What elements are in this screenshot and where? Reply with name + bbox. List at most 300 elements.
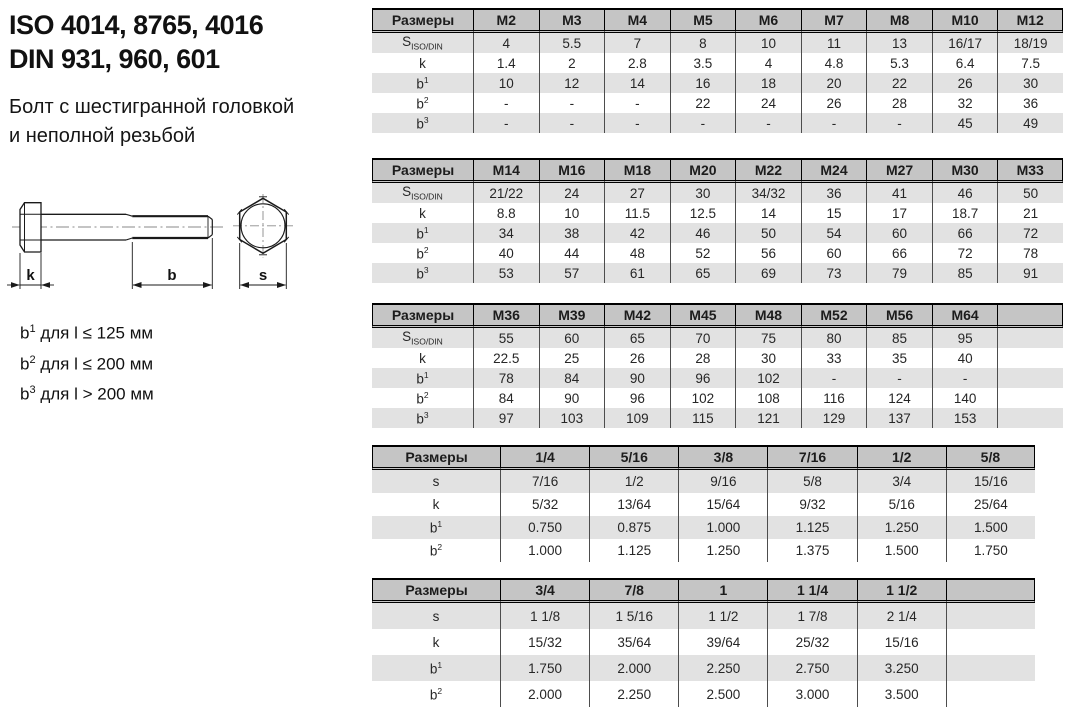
dimensions-table xyxy=(372,578,1035,707)
dimension-value-cell: 39/64 xyxy=(678,629,767,655)
dimension-value-cell: 1.500 xyxy=(857,539,946,562)
dimension-value-cell: 137 xyxy=(866,408,932,428)
dimension-value-cell: 0.750 xyxy=(500,516,589,539)
size-column-header: M30 xyxy=(932,158,998,183)
dimension-value-cell: 1 1/2 xyxy=(678,603,767,629)
table-row xyxy=(372,113,1063,133)
dimensions-table xyxy=(372,158,1063,283)
dimension-value-cell: 108 xyxy=(735,388,801,408)
dimension-value-cell: 21/22 xyxy=(473,183,539,203)
dimension-value-cell xyxy=(997,348,1063,368)
row-label-cell: k xyxy=(432,497,440,512)
dimension-value-cell: 6.4 xyxy=(932,53,998,73)
dimension-value-cell: 40 xyxy=(932,348,998,368)
size-column-header: 1 1/4 xyxy=(767,578,856,603)
dimensions-table xyxy=(372,303,1063,428)
dimension-value-cell: 75 xyxy=(735,328,801,348)
size-column-header: M14 xyxy=(473,158,539,183)
dimension-value-cell: 4 xyxy=(473,33,539,53)
dim-label-b: b xyxy=(167,267,177,284)
size-column-header: 7/16 xyxy=(767,445,856,470)
dimension-value-cell: 30 xyxy=(670,183,736,203)
size-column-header: M22 xyxy=(735,158,801,183)
dimension-value-cell: 4 xyxy=(735,53,801,73)
dimension-value-cell: 14 xyxy=(735,203,801,223)
size-column-header: M4 xyxy=(604,8,670,33)
dimension-value-cell: 85 xyxy=(866,328,932,348)
dimension-value-cell: 2.000 xyxy=(589,655,678,681)
table-row xyxy=(372,33,1063,53)
dimension-value-cell: 2.000 xyxy=(500,681,589,707)
dimension-value-cell: 30 xyxy=(735,348,801,368)
dimension-value-cell: 1.125 xyxy=(767,516,856,539)
dimension-value-cell: 1.250 xyxy=(678,539,767,562)
dimension-value-cell: 14 xyxy=(604,73,670,93)
dimension-value-cell: 84 xyxy=(473,388,539,408)
table-metric-m36-m64 xyxy=(372,303,1063,428)
dimension-value-cell: 2.250 xyxy=(589,681,678,707)
dim-label-s: s xyxy=(258,267,268,284)
dimension-value-cell: 4.8 xyxy=(801,53,867,73)
table-metric-m2-m12 xyxy=(372,8,1063,133)
dimension-value-cell: 1.4 xyxy=(473,53,539,73)
size-column-header: M20 xyxy=(670,158,736,183)
dimension-value-cell: 18 xyxy=(735,73,801,93)
dimension-value-cell: 60 xyxy=(801,243,867,263)
dimension-value-cell: 16 xyxy=(670,73,736,93)
table-row xyxy=(372,368,1063,388)
size-column-header: M33 xyxy=(997,158,1063,183)
dimension-value-cell: 1.000 xyxy=(678,516,767,539)
size-column-header: 7/8 xyxy=(589,578,678,603)
dimension-value-cell: 16/17 xyxy=(932,33,998,53)
dimension-value-cell: 17 xyxy=(866,203,932,223)
size-column-header: 3/8 xyxy=(678,445,767,470)
corner-header-cell: Размеры xyxy=(372,303,473,328)
dimension-value-cell: 15/64 xyxy=(678,493,767,516)
header-row xyxy=(372,303,1063,328)
row-label-cell: $b^1$ xyxy=(416,224,429,242)
dimension-value-cell: 24 xyxy=(539,183,605,203)
size-column-header: M39 xyxy=(539,303,605,328)
dimension-value-cell: 55 xyxy=(473,328,539,348)
table-row xyxy=(372,629,1035,655)
dimension-value-cell: 10 xyxy=(473,73,539,93)
table-row xyxy=(372,681,1035,707)
table-row xyxy=(372,263,1063,283)
size-column-header: 5/16 xyxy=(589,445,678,470)
dimension-value-cell: 54 xyxy=(801,223,867,243)
dimension-value-cell: 18/19 xyxy=(997,33,1063,53)
header-row xyxy=(372,445,1035,470)
dimension-value-cell: - xyxy=(473,93,539,113)
dimension-value-cell: - xyxy=(801,113,867,133)
table-row xyxy=(372,388,1063,408)
dimension-value-cell: 96 xyxy=(670,368,736,388)
dimension-value-cell: 1.750 xyxy=(946,539,1035,562)
size-column-header: 1 xyxy=(678,578,767,603)
table-row xyxy=(372,348,1063,368)
size-column-header: M36 xyxy=(473,303,539,328)
dimension-value-cell: 1.250 xyxy=(857,516,946,539)
dimension-value-cell: 72 xyxy=(932,243,998,263)
dimension-value-cell: 28 xyxy=(670,348,736,368)
dimension-value-cell: 66 xyxy=(932,223,998,243)
dimension-value-cell: - xyxy=(539,113,605,133)
row-label-cell: s xyxy=(432,608,440,624)
dimension-value-cell: 26 xyxy=(604,348,670,368)
dimension-value-cell: 1 7/8 xyxy=(767,603,856,629)
dimension-value-cell: 13/64 xyxy=(589,493,678,516)
dimension-value-cell: 22 xyxy=(670,93,736,113)
dimension-value-cell: 34/32 xyxy=(735,183,801,203)
dimension-value-cell: 2.750 xyxy=(767,655,856,681)
dimension-value-cell: 60 xyxy=(539,328,605,348)
dimension-value-cell: 60 xyxy=(866,223,932,243)
dimension-value-cell: - xyxy=(801,368,867,388)
size-column-header: 1 1/2 xyxy=(857,578,946,603)
dimension-value-cell: 1 1/8 xyxy=(500,603,589,629)
dimension-value-cell: 57 xyxy=(539,263,605,283)
table-row xyxy=(372,408,1063,428)
dimension-value-cell: 2.250 xyxy=(678,655,767,681)
dimension-value-cell: - xyxy=(604,93,670,113)
table-inch-quarter-to-fiveeighths xyxy=(372,445,1035,562)
corner-header-cell: Размеры xyxy=(372,445,500,470)
dimension-value-cell: 35 xyxy=(866,348,932,368)
dimension-value-cell: 12 xyxy=(539,73,605,93)
size-column-header: M48 xyxy=(735,303,801,328)
dimension-value-cell: 7/16 xyxy=(500,470,589,493)
iso-standards-line: ISO 4014, 8765, 4016 xyxy=(9,10,264,40)
dimension-value-cell: 15/32 xyxy=(500,629,589,655)
thread-runout-bottom xyxy=(126,238,132,240)
row-label-cell: $S_{ISO/DIN}$ xyxy=(402,34,443,52)
row-label-cell: s xyxy=(432,474,440,489)
dimension-value-cell: 61 xyxy=(604,263,670,283)
dimension-value-cell: 3.5 xyxy=(670,53,736,73)
dimension-value-cell: 13 xyxy=(866,33,932,53)
dimension-value-cell: - xyxy=(473,113,539,133)
size-column-header: 1/2 xyxy=(857,445,946,470)
dimension-value-cell: 140 xyxy=(932,388,998,408)
dimension-value-cell: 65 xyxy=(604,328,670,348)
dimension-value-cell: 116 xyxy=(801,388,867,408)
row-label-cell: $b^2$ xyxy=(416,389,429,407)
row-label-cell: $S_{ISO/DIN}$ xyxy=(402,184,443,202)
dimension-value-cell: 33 xyxy=(801,348,867,368)
dimension-value-cell: 22 xyxy=(866,73,932,93)
table-row xyxy=(372,93,1063,113)
dimension-value-cell xyxy=(997,388,1063,408)
dimension-value-cell: 26 xyxy=(801,93,867,113)
size-column-header: M18 xyxy=(604,158,670,183)
dimension-value-cell xyxy=(997,408,1063,428)
dimension-value-cell: 48 xyxy=(604,243,670,263)
dimension-value-cell xyxy=(946,681,1035,707)
dimension-value-cell: 91 xyxy=(997,263,1063,283)
dimension-value-cell: 96 xyxy=(604,388,670,408)
dimension-value-cell xyxy=(946,603,1035,629)
size-column-header: 3/4 xyxy=(500,578,589,603)
corner-header-cell: Размеры xyxy=(372,8,473,33)
row-label-cell: $b^1$ xyxy=(429,519,443,536)
product-description xyxy=(9,93,294,151)
dimension-value-cell: 2.8 xyxy=(604,53,670,73)
size-column-header xyxy=(997,303,1063,328)
dimension-value-cell: 1.500 xyxy=(946,516,1035,539)
dimension-value-cell: 25/32 xyxy=(767,629,856,655)
table-row xyxy=(372,73,1063,93)
dimension-value-cell: 36 xyxy=(801,183,867,203)
dimension-value-cell: - xyxy=(735,113,801,133)
size-column-header: M6 xyxy=(735,8,801,33)
dimension-value-cell: 70 xyxy=(670,328,736,348)
dimension-value-cell: 80 xyxy=(801,328,867,348)
row-label-cell: k xyxy=(419,205,426,221)
end-chamfer-top xyxy=(208,216,212,219)
dimension-value-cell: 102 xyxy=(735,368,801,388)
dimension-value-cell: 15 xyxy=(801,203,867,223)
dimension-value-cell: 50 xyxy=(997,183,1063,203)
footnote-line: $b^3$ для l > 200 мм xyxy=(20,384,154,404)
corner-header-cell: Размеры xyxy=(372,578,500,603)
size-column-header: M7 xyxy=(801,8,867,33)
dimension-value-cell: 79 xyxy=(866,263,932,283)
size-column-header: M2 xyxy=(473,8,539,33)
dimension-value-cell: 3.000 xyxy=(767,681,856,707)
dimension-value-cell: 153 xyxy=(932,408,998,428)
row-label-cell: $S_{ISO/DIN}$ xyxy=(402,329,443,347)
dimension-value-cell: 1.375 xyxy=(767,539,856,562)
dimension-value-cell: 45 xyxy=(932,113,998,133)
dimension-value-cell: 18.7 xyxy=(932,203,998,223)
table-row xyxy=(372,655,1035,681)
dimension-value-cell: 121 xyxy=(735,408,801,428)
dimension-value-cell: 66 xyxy=(866,243,932,263)
header-row xyxy=(372,8,1063,33)
dimension-value-cell: 34 xyxy=(473,223,539,243)
table-row xyxy=(372,203,1063,223)
dimension-value-cell: 5.3 xyxy=(866,53,932,73)
dimension-value-cell: - xyxy=(932,368,998,388)
dimension-value-cell: 8 xyxy=(670,33,736,53)
dimension-value-cell: 2 xyxy=(539,53,605,73)
size-column-header: M16 xyxy=(539,158,605,183)
size-column-header xyxy=(946,578,1035,603)
dimension-value-cell: - xyxy=(866,368,932,388)
size-column-header: M64 xyxy=(932,303,998,328)
dimension-value-cell: 22.5 xyxy=(473,348,539,368)
dimension-value-cell: 11.5 xyxy=(604,203,670,223)
size-column-header: M24 xyxy=(801,158,867,183)
header-row xyxy=(372,578,1035,603)
dimension-value-cell: - xyxy=(604,113,670,133)
dimension-value-cell: 1.125 xyxy=(589,539,678,562)
row-label-cell: $b^3$ xyxy=(416,409,429,427)
dimension-value-cell: 84 xyxy=(539,368,605,388)
dimension-value-cell: 72 xyxy=(997,223,1063,243)
dimension-value-cell: 15/16 xyxy=(946,470,1035,493)
dimension-value-cell: 7 xyxy=(604,33,670,53)
dimension-value-cell: 85 xyxy=(932,263,998,283)
dimension-value-cell: - xyxy=(670,113,736,133)
dimension-value-cell: 3.250 xyxy=(857,655,946,681)
table-row xyxy=(372,53,1063,73)
dimension-value-cell: 1.750 xyxy=(500,655,589,681)
row-label-cell: $b^1$ xyxy=(429,659,443,677)
table-row xyxy=(372,328,1063,348)
dimension-value-cell: 90 xyxy=(604,368,670,388)
dimension-value-cell: 103 xyxy=(539,408,605,428)
description-line-1: Болт с шестигранной головкой xyxy=(9,96,295,118)
dimension-value-cell xyxy=(997,328,1063,348)
dimension-value-cell: 25/64 xyxy=(946,493,1035,516)
dimension-value-cell: 53 xyxy=(473,263,539,283)
bolt-head-outline xyxy=(20,203,41,252)
row-label-cell: k xyxy=(432,634,440,650)
dim-label-k: k xyxy=(26,267,35,284)
size-column-header: M42 xyxy=(604,303,670,328)
dimension-value-cell: 46 xyxy=(670,223,736,243)
dimension-value-cell: 2 1/4 xyxy=(857,603,946,629)
bolt-technical-drawing xyxy=(5,185,335,303)
dimension-value-cell: 50 xyxy=(735,223,801,243)
table-row xyxy=(372,539,1035,562)
size-column-header: M45 xyxy=(670,303,736,328)
size-column-header: M56 xyxy=(866,303,932,328)
row-label-cell: $b^1$ xyxy=(416,369,429,387)
dimension-value-cell: 56 xyxy=(735,243,801,263)
dimension-value-cell: 25 xyxy=(539,348,605,368)
dimension-value-cell: 46 xyxy=(932,183,998,203)
dimension-value-cell: 129 xyxy=(801,408,867,428)
dimension-value-cell xyxy=(946,629,1035,655)
dimension-value-cell xyxy=(946,655,1035,681)
dimension-value-cell: - xyxy=(539,93,605,113)
dimension-value-cell: 24 xyxy=(735,93,801,113)
size-column-header: M52 xyxy=(801,303,867,328)
dimension-value-cell: 12.5 xyxy=(670,203,736,223)
dimension-value-cell: 124 xyxy=(866,388,932,408)
dimension-value-cell: 10 xyxy=(539,203,605,223)
table-row xyxy=(372,243,1063,263)
dimension-value-cell: 3.500 xyxy=(857,681,946,707)
dimension-value-cell: 28 xyxy=(866,93,932,113)
dimension-value-cell: 9/16 xyxy=(678,470,767,493)
dimension-value-cell: 40 xyxy=(473,243,539,263)
dimension-value-cell: - xyxy=(866,113,932,133)
dimension-value-cell: 1.000 xyxy=(500,539,589,562)
dimension-value-cell: 73 xyxy=(801,263,867,283)
dimension-value-cell: 52 xyxy=(670,243,736,263)
bolt-drawing-svg xyxy=(5,185,335,303)
dimension-value-cell xyxy=(997,368,1063,388)
row-label-cell: k xyxy=(419,350,426,366)
dimension-value-cell: 49 xyxy=(997,113,1063,133)
dimension-value-cell: 42 xyxy=(604,223,670,243)
size-column-header: M12 xyxy=(997,8,1063,33)
dimension-value-cell: 78 xyxy=(997,243,1063,263)
dimension-value-cell: 115 xyxy=(670,408,736,428)
dimension-value-cell: 21 xyxy=(997,203,1063,223)
dimension-value-cell: 44 xyxy=(539,243,605,263)
row-label-cell: $b^3$ xyxy=(416,264,429,282)
table-row xyxy=(372,516,1035,539)
dimension-value-cell: 109 xyxy=(604,408,670,428)
size-column-header: 5/8 xyxy=(946,445,1035,470)
dimension-value-cell: 5/8 xyxy=(767,470,856,493)
dimension-value-cell: 11 xyxy=(801,33,867,53)
dimension-value-cell: 8.8 xyxy=(473,203,539,223)
dimension-value-cell: 15/16 xyxy=(857,629,946,655)
corner-header-cell: Размеры xyxy=(372,158,473,183)
end-chamfer-bottom xyxy=(208,235,212,238)
dimensions-table xyxy=(372,8,1063,133)
dimension-value-cell: 65 xyxy=(670,263,736,283)
dimension-value-cell: 7.5 xyxy=(997,53,1063,73)
table-row xyxy=(372,223,1063,243)
size-column-header: M5 xyxy=(670,8,736,33)
row-label-cell: $b^2$ xyxy=(429,685,443,703)
row-label-cell: k xyxy=(419,55,426,71)
notes-list xyxy=(20,316,154,408)
dimension-value-cell: 5.5 xyxy=(539,33,605,53)
size-column-header: M3 xyxy=(539,8,605,33)
dimension-value-cell: 35/64 xyxy=(589,629,678,655)
dimension-value-cell: 41 xyxy=(866,183,932,203)
dimension-value-cell: 3/4 xyxy=(857,470,946,493)
table-row xyxy=(372,183,1063,203)
dimension-value-cell: 2.500 xyxy=(678,681,767,707)
dimension-value-cell: 36 xyxy=(997,93,1063,113)
table-row xyxy=(372,493,1035,516)
row-label-cell: $b^2$ xyxy=(429,542,443,559)
header-row xyxy=(372,158,1063,183)
dimension-value-cell: 5/16 xyxy=(857,493,946,516)
table-row xyxy=(372,470,1035,493)
footnote-line: $b^2$ для l ≤ 200 мм xyxy=(20,353,154,374)
thread-runout-top xyxy=(126,214,132,216)
table-row xyxy=(372,603,1035,629)
dimension-value-cell: 30 xyxy=(997,73,1063,93)
table-metric-m14-m33 xyxy=(372,158,1063,283)
dimension-value-cell: 78 xyxy=(473,368,539,388)
dimension-value-cell: 90 xyxy=(539,388,605,408)
dimension-value-cell: 26 xyxy=(932,73,998,93)
row-label-cell: $b^3$ xyxy=(416,114,429,132)
din-standards-line: DIN 931, 960, 601 xyxy=(9,44,220,74)
row-label-cell: $b^2$ xyxy=(416,244,429,262)
dimension-value-cell: 1 5/16 xyxy=(589,603,678,629)
dimension-value-cell: 95 xyxy=(932,328,998,348)
dimension-value-cell: 69 xyxy=(735,263,801,283)
description-line-2: и неполной резьбой xyxy=(9,125,196,147)
size-column-header: 1/4 xyxy=(500,445,589,470)
row-label-cell: $b^2$ xyxy=(416,94,429,112)
row-label-cell: $b^1$ xyxy=(416,74,429,92)
dimension-value-cell: 32 xyxy=(932,93,998,113)
table-inch-threequarter-to-oneandhalf xyxy=(372,578,1035,707)
dimension-value-cell: 9/32 xyxy=(767,493,856,516)
size-column-header: M8 xyxy=(866,8,932,33)
dimension-value-cell: 38 xyxy=(539,223,605,243)
dimension-value-cell: 5/32 xyxy=(500,493,589,516)
size-column-header: M10 xyxy=(932,8,998,33)
footnote-line: $b^1$ для l ≤ 125 мм xyxy=(20,323,154,343)
dimension-value-cell: 10 xyxy=(735,33,801,53)
dimension-value-cell: 102 xyxy=(670,388,736,408)
